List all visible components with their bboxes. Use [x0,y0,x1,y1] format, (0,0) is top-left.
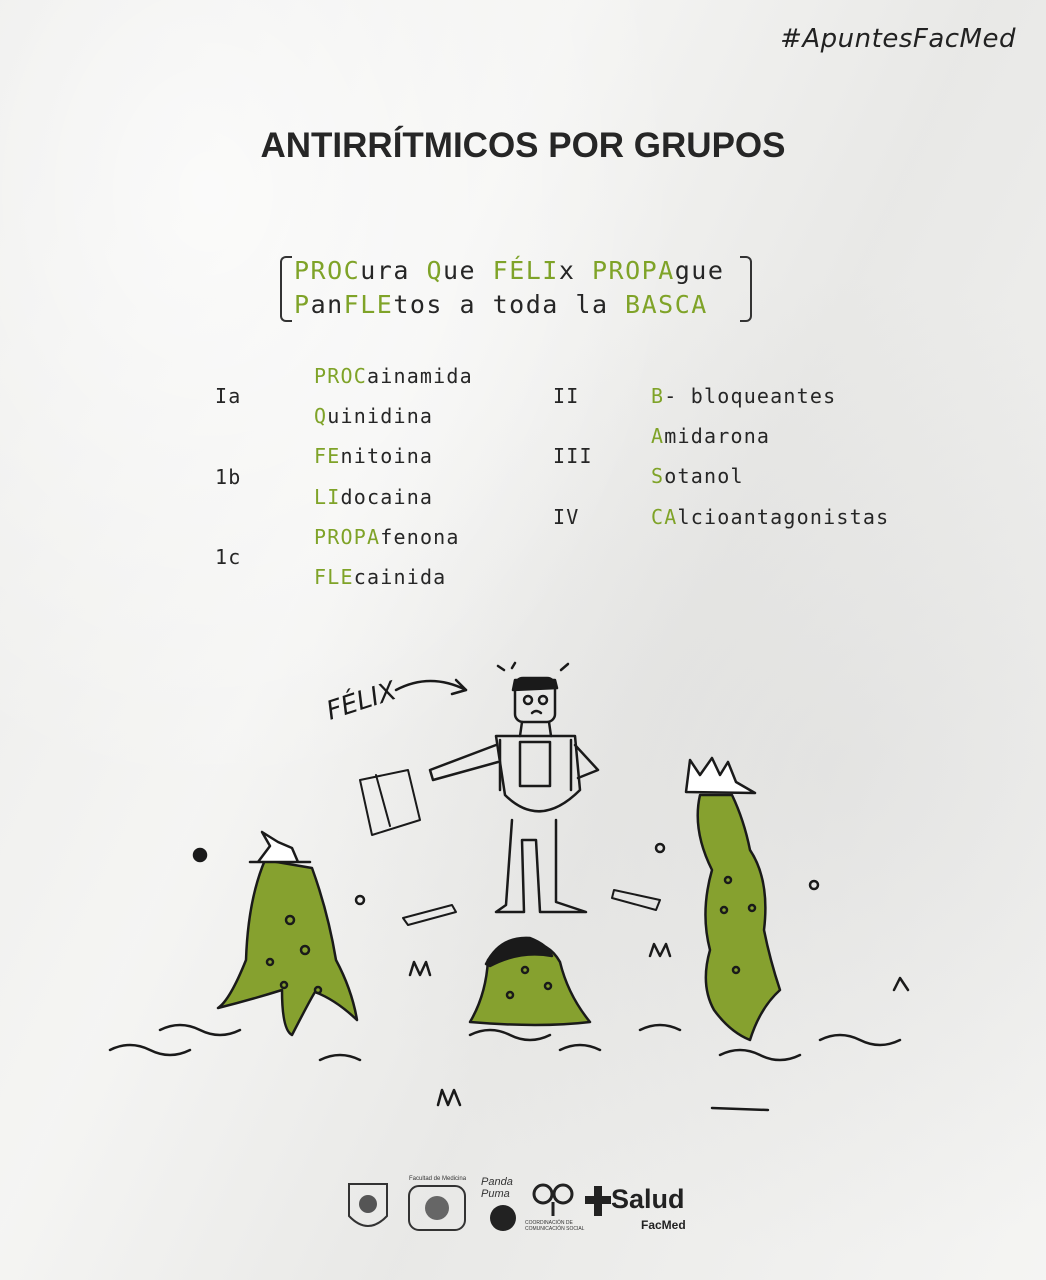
right-bracket [740,256,752,322]
panda-logo-icon: Panda Puma [481,1176,525,1240]
plus-icon [585,1186,611,1216]
drug-item: Sotanol [651,464,744,488]
unam-logo-icon [345,1180,391,1240]
drug-item: Amidarona [651,424,771,448]
mnemonic-highlight: PROPA [591,256,675,285]
middle-blob [470,938,590,1025]
mnemonic-line-1 [294,256,724,285]
drug-item: B- bloqueantes [651,384,837,408]
mnemonic-highlight: Q [426,256,443,285]
group-label-ii: II [553,384,580,408]
drug-item: Quinidina [314,404,434,428]
group-label-1b: 1b [215,465,242,489]
group-label-iv: IV [553,505,580,529]
mnemonic-highlight: FÉLI [492,256,559,285]
mnemonic-highlight: P [294,290,311,319]
mnemonic-text: gue [674,256,725,285]
mnemonic-highlight: BASCA [625,290,708,319]
drug-item: FLEcainida [314,565,447,589]
drug-item: PROCainamida [314,364,473,388]
facmed-label: FacMed [641,1218,686,1232]
drug-item: CAlcioantagonistas [651,505,890,529]
drug-item: LIdocaina [314,485,434,509]
group-label-1c: 1c [215,545,242,569]
group-label-iii: III [553,444,593,468]
felix-figure [430,663,598,912]
drug-item: FEnitoina [314,444,434,468]
arrow-icon [396,681,466,690]
group-label-ia: Ia [215,384,242,408]
left-blob [218,832,357,1035]
mnemonic-text: ura [360,256,427,285]
felix-label: FÉLIX [322,676,401,727]
illustration [0,640,1046,1130]
salud-label: Salud [611,1184,685,1214]
mnemonic-highlight: FLE [343,290,394,319]
mnemonic-text: tos a toda la [393,290,626,319]
logos-row [345,1176,705,1240]
drug-item: PROPAfenona [314,525,460,549]
facultad-logo-icon: Facultad de Medicina [407,1176,467,1240]
mnemonic-line-2 [294,290,708,319]
hashtag: #ApuntesFacMed [780,24,1016,54]
right-blob [686,758,780,1040]
mnemonic-highlight: PROC [294,256,361,285]
page-title: ANTIRRÍTMICOS POR GRUPOS [260,126,786,165]
mnemonic-text: ue [443,256,493,285]
coord-logo-icon: COORDINACIÓN DE COMUNICACIÓN SOCIAL [529,1180,579,1224]
mnemonic [280,254,752,322]
mnemonic-text: x [558,256,592,285]
mnemonic-text: an [310,290,344,319]
left-bracket [280,256,292,322]
